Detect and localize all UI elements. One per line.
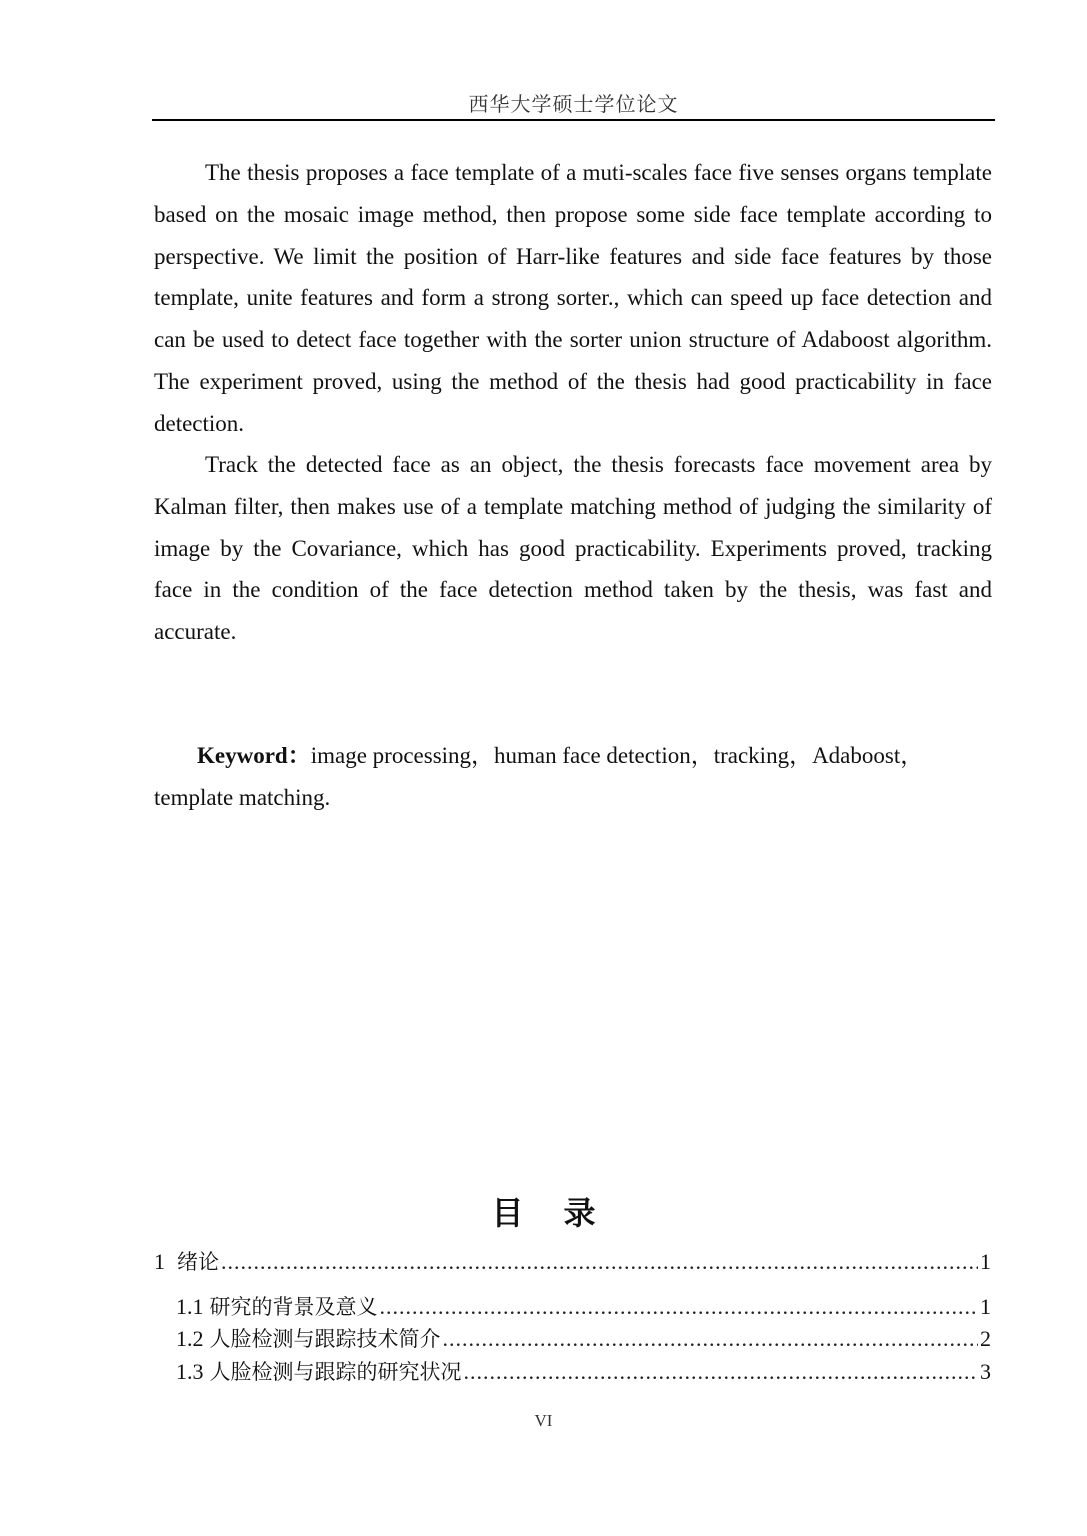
paragraph-text: Track the detected face as an object, the thesis forecasts face movement area by Kalman filter, then makes use of a template matching method of judging the similarity of image by the Covariance, which has good practicability. Experiments proved, tracking face in the condition of the face detection method taken by the thesis, was fast and accurate. [154,452,992,645]
toc-entry[interactable] [154,1246,991,1276]
toc-entry-page: 3 [980,1359,991,1384]
keywords [154,735,992,819]
toc-entry-number: 1 [154,1249,165,1274]
toc-leader-dots [443,1326,979,1352]
toc-entry[interactable] [176,1356,991,1386]
abstract-paragraph-1 [154,152,992,445]
toc-entry-title: 研究的背景及意义 [209,1295,378,1319]
keywords-label: Keyword： [197,743,311,768]
keywords-text: image processing，human face detection，tracking，Adaboost，template matching. [154,743,924,810]
toc-entry-number: 1.2 [176,1326,204,1351]
toc-leader-dots [380,1294,979,1320]
toc-entry-title: 人脸检测与跟踪的研究状况 [209,1360,462,1384]
page-number: VI [534,1411,553,1430]
abstract-paragraph-2 [154,444,992,653]
toc-entry-page: 2 [980,1326,991,1351]
toc-entry-title: 绪论 [177,1250,219,1274]
toc-entry-page: 1 [980,1294,991,1319]
toc-entry-title: 人脸检测与跟踪技术简介 [209,1327,441,1351]
toc-leader-dots [464,1359,979,1385]
toc-leader-dots [221,1249,978,1275]
paragraph-text: The thesis proposes a face template of a muti-scales face five senses organs template based on the mosaic image method, then propose some side face template according to perspective. We limit the position of Harr-like features and side face features by those template, unite features and form a strong sorter., which can speed up face detection and can be used to detect face together with the sorter union structure of Adaboost algorithm. The experiment proved, using the method of the thesis had good practicability in face detection. [154,160,992,436]
toc-entry-number: 1.3 [176,1359,204,1384]
running-header: 西华大学硕士学位论文 [468,92,679,116]
toc-entry[interactable] [176,1291,991,1321]
toc-entry-number: 1.1 [176,1294,204,1319]
toc-title: 目录 [491,1194,636,1232]
header-rule [152,119,995,121]
toc-entry-page: 1 [980,1249,991,1274]
toc-entry[interactable] [176,1323,991,1353]
